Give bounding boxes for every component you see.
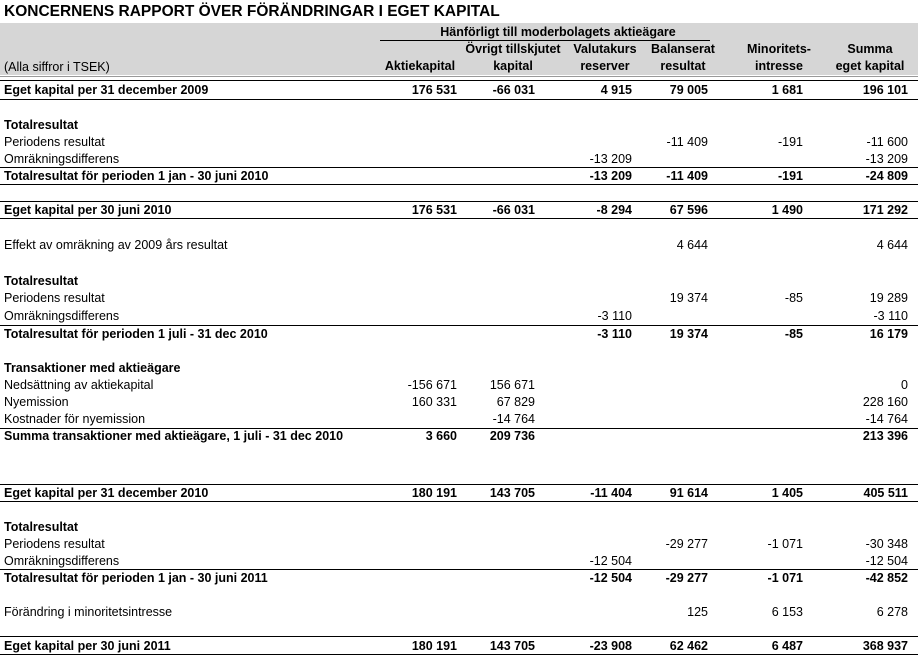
column-header-line2: reserver: [580, 59, 630, 73]
table-row: [0, 638, 918, 655]
cell-value: -14 764: [865, 412, 908, 426]
row-label: Summa transaktioner med aktieägare, 1 juli - 31 dec 2010: [4, 429, 344, 443]
table-row: [0, 82, 918, 99]
table-row: [0, 134, 918, 151]
table-row: [0, 536, 918, 553]
cell-value: -12 504: [865, 554, 908, 568]
cell-value: -3 110: [597, 309, 632, 323]
table-row: [0, 273, 918, 290]
row-label: Totalresultat: [4, 118, 79, 132]
rule: [0, 484, 918, 485]
table-row: [0, 428, 918, 445]
row-label: Förändring i minoritetsintresse: [4, 605, 173, 619]
cell-value: 209 736: [489, 429, 535, 443]
cell-value: 1 405: [771, 486, 803, 500]
cell-value: -8 294: [596, 203, 632, 217]
cell-value: 180 191: [411, 486, 457, 500]
row-label: Totalresultat: [4, 274, 79, 288]
column-header-line2: intresse: [755, 59, 803, 73]
table-row: [0, 326, 918, 343]
table-row: [0, 168, 918, 185]
cell-value: 156 671: [489, 378, 535, 392]
cell-value: 4 644: [876, 238, 908, 252]
rule: [0, 428, 918, 429]
rule: [0, 569, 918, 570]
cell-value: -13 209: [589, 169, 632, 183]
row-label: Periodens resultat: [4, 291, 105, 305]
column-header-line1: Minoritets-: [747, 42, 811, 56]
cell-value: 6 487: [771, 639, 803, 653]
report-title: KONCERNENS RAPPORT ÖVER FÖRÄNDRINGAR I EGET KAPITAL: [4, 3, 500, 20]
column-header-line2: Aktiekapital: [384, 59, 456, 73]
table-row: [0, 553, 918, 570]
table-row: [0, 308, 918, 325]
cell-value: 171 292: [862, 203, 908, 217]
cell-value: -66 031: [492, 83, 535, 97]
rule: [0, 636, 918, 637]
table-row: [0, 360, 918, 377]
cell-value: 143 705: [489, 486, 535, 500]
row-label: Nedsättning av aktiekapital: [4, 378, 154, 392]
rule: [0, 218, 918, 219]
column-header-line2: eget kapital: [835, 59, 905, 73]
cell-value: -29 277: [665, 571, 708, 585]
cell-value: 405 511: [863, 486, 908, 500]
table-row: [0, 411, 918, 428]
cell-value: -11 409: [666, 169, 708, 183]
column-header-line2: resultat: [660, 59, 706, 73]
cell-value: 368 937: [862, 639, 908, 653]
column-header-line2: kapital: [493, 59, 533, 73]
cell-value: 19 374: [669, 291, 708, 305]
cell-value: -13 209: [865, 152, 908, 166]
cell-value: -42 852: [865, 571, 908, 585]
table-row: [0, 290, 918, 307]
cell-value: -85: [784, 327, 803, 341]
table-row: [0, 394, 918, 411]
row-label: Eget kapital per 30 juni 2011: [4, 639, 171, 653]
group-header: Hänförligt till moderbolagets aktieägare: [440, 25, 676, 39]
column-header-line1: Valutakurs: [573, 42, 637, 56]
row-label: Periodens resultat: [4, 135, 105, 149]
cell-value: -85: [784, 291, 803, 305]
row-label: Effekt av omräkning av 2009 års resultat: [4, 238, 228, 252]
cell-value: 19 289: [869, 291, 908, 305]
cell-value: 6 278: [876, 605, 908, 619]
cell-value: 91 614: [669, 486, 708, 500]
table-row: [0, 117, 918, 134]
cell-value: -3 110: [597, 327, 632, 341]
cell-value: 6 153: [771, 605, 803, 619]
row-label: Totalresultat för perioden 1 juli - 31 dec 2010: [4, 327, 268, 341]
cell-value: -14 764: [492, 412, 535, 426]
table-row: [0, 377, 918, 394]
cell-value: 67 596: [669, 203, 708, 217]
row-label: Totalresultat för perioden 1 jan - 30 juni 2010: [4, 169, 269, 183]
cell-value: -66 031: [492, 203, 535, 217]
row-label: Omräkningsdifferens: [4, 309, 120, 323]
cell-value: 1 490: [771, 203, 803, 217]
cell-value: 228 160: [862, 395, 908, 409]
cell-value: -29 277: [665, 537, 708, 551]
cell-value: 79 005: [669, 83, 708, 97]
cell-value: 213 396: [862, 429, 908, 443]
row-label: Totalresultat för perioden 1 jan - 30 juni 2011: [4, 571, 268, 585]
table-row: [0, 604, 918, 621]
cell-value: 4 915: [600, 83, 632, 97]
row-label: Eget kapital per 30 juni 2010: [4, 203, 172, 217]
rule: [0, 201, 918, 202]
row-label: Transaktioner med aktieägare: [4, 361, 181, 375]
group-underline: [380, 40, 710, 41]
cell-value: -13 209: [589, 152, 632, 166]
table-row: [0, 570, 918, 587]
cell-value: 67 829: [496, 395, 535, 409]
table-row: [0, 485, 918, 502]
cell-value: 143 705: [489, 639, 535, 653]
row-label: Eget kapital per 31 december 2010: [4, 486, 209, 500]
cell-value: -12 504: [589, 571, 632, 585]
cell-value: 3 660: [425, 429, 457, 443]
cell-value: -24 809: [865, 169, 908, 183]
cell-value: -11 404: [590, 486, 632, 500]
cell-value: 196 101: [862, 83, 908, 97]
rule: [0, 80, 918, 81]
cell-value: 16 179: [869, 327, 908, 341]
cell-value: -191: [777, 135, 803, 149]
cell-value: -3 110: [873, 309, 908, 323]
row-label: Totalresultat: [4, 520, 79, 534]
cell-value: -156 671: [407, 378, 457, 392]
rule: [0, 184, 918, 185]
cell-value: -1 071: [767, 537, 803, 551]
column-header-line1: Summa: [847, 42, 893, 56]
row-label: Nyemission: [4, 395, 69, 409]
rule: [0, 325, 918, 326]
unit-note: (Alla siffror i TSEK): [4, 60, 110, 74]
cell-value: -11 600: [866, 135, 908, 149]
header-rule: [0, 76, 918, 77]
cell-value: 180 191: [411, 639, 457, 653]
row-label: Omräkningsdifferens: [4, 152, 120, 166]
column-header-line1: Övrigt tillskjutet: [465, 42, 561, 56]
cell-value: -12 504: [589, 554, 632, 568]
cell-value: -1 071: [767, 571, 803, 585]
row-label: Eget kapital per 31 december 2009: [4, 83, 209, 97]
row-label: Periodens resultat: [4, 537, 105, 551]
row-label: Omräkningsdifferens: [4, 554, 120, 568]
table-row: [0, 519, 918, 536]
cell-value: -11 409: [666, 135, 708, 149]
cell-value: -30 348: [865, 537, 908, 551]
cell-value: 0: [901, 378, 908, 392]
cell-value: 176 531: [411, 83, 457, 97]
row-label: Kostnader för nyemission: [4, 412, 146, 426]
cell-value: 19 374: [669, 327, 708, 341]
cell-value: 160 331: [411, 395, 457, 409]
column-header-line1: Balanserat: [651, 42, 715, 56]
cell-value: -191: [777, 169, 803, 183]
rule: [0, 501, 918, 502]
cell-value: 176 531: [411, 203, 457, 217]
cell-value: 1 681: [771, 83, 803, 97]
rule: [0, 99, 918, 100]
table-row: [0, 237, 918, 254]
table-row: [0, 151, 918, 168]
cell-value: 62 462: [669, 639, 708, 653]
rule: [0, 167, 918, 168]
cell-value: 125: [687, 605, 708, 619]
table-row: [0, 202, 918, 219]
cell-value: 4 644: [676, 238, 708, 252]
cell-value: -23 908: [589, 639, 632, 653]
